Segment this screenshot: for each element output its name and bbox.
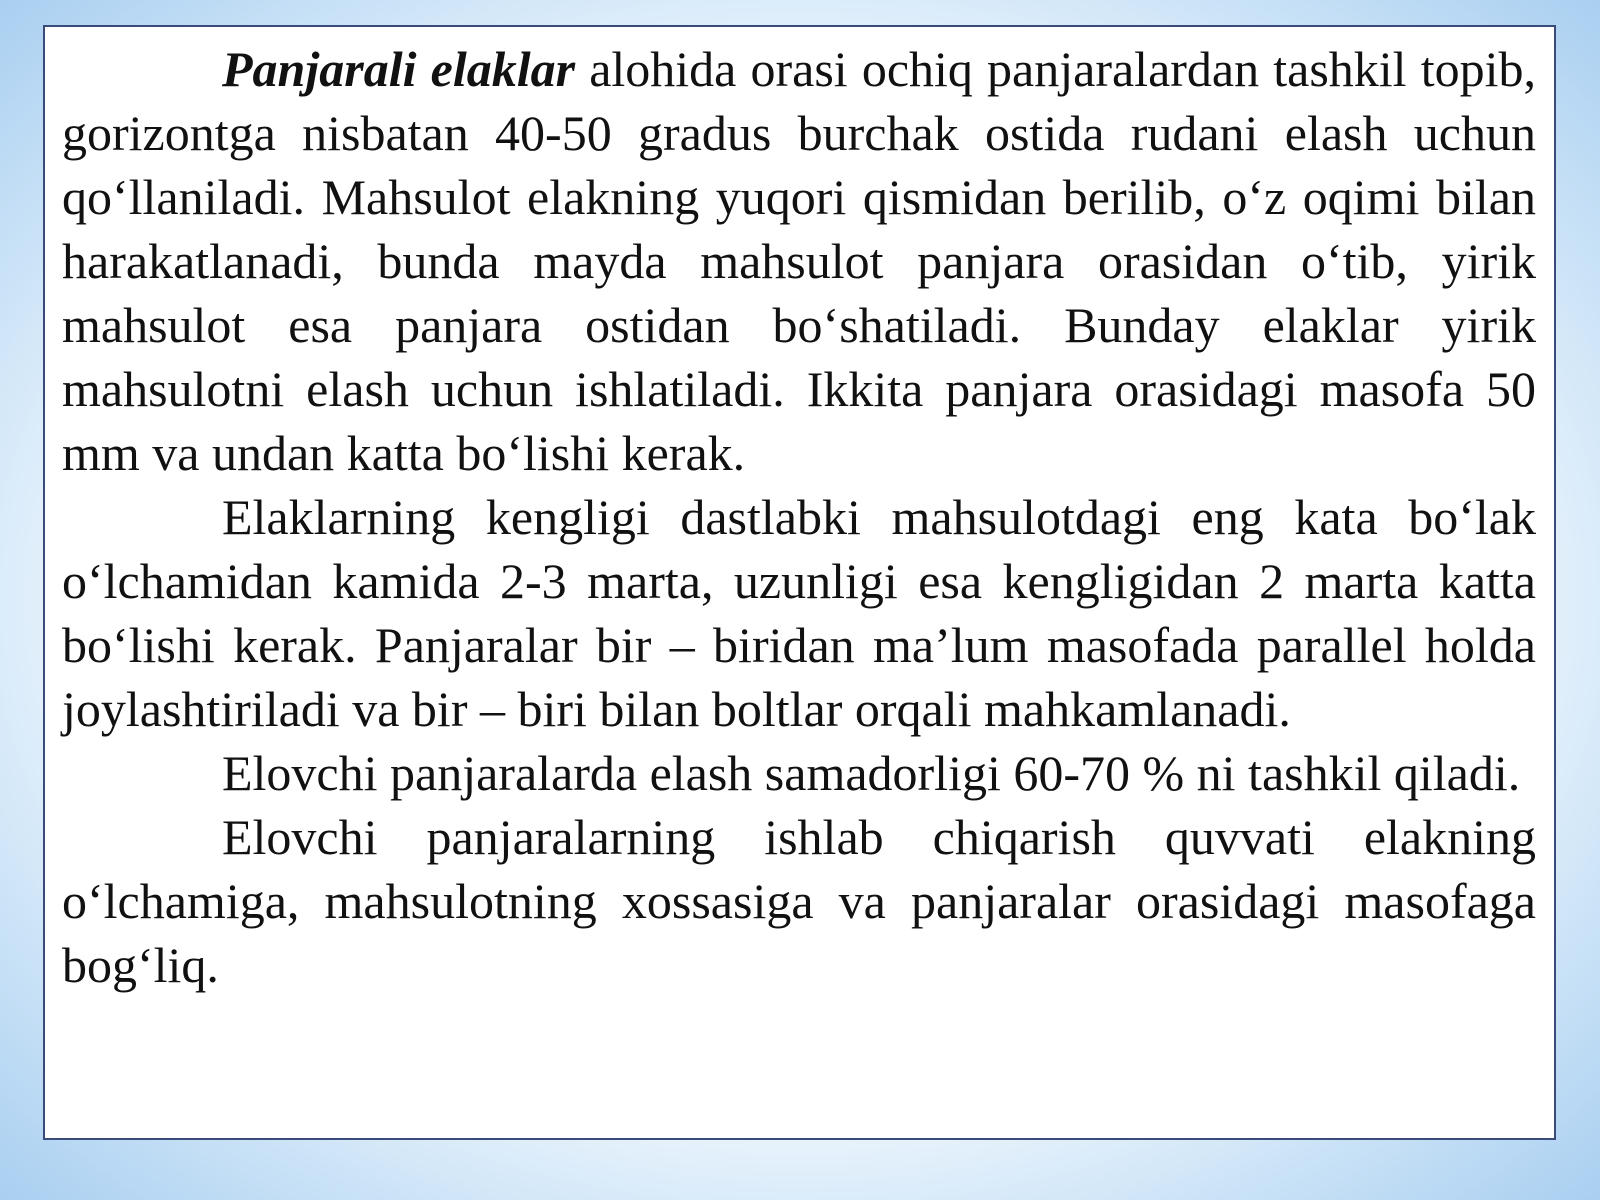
term-panjarali-elaklar: Panjarali elaklar: [222, 41, 576, 97]
text-frame: [43, 25, 1556, 1140]
paragraph-1: [62, 37, 1536, 485]
paragraph-2: Elaklarning kengligi dastlabki mahsulotdagi eng kata bo‘lak o‘lchamidan kamida 2-3 marta, uzunligi esa kengligidan 2 marta katta bo‘lishi kerak. Panjaralar bir – biridan ma’lum masofada parallel holda joylashtiriladi va bir – biri bilan boltlar orqali mahkamlanadi.: [62, 489, 1536, 737]
paragraph-1-text: alohida orasi ochiq panjaralardan tashkil topib, gorizontga nisbatan 40-50 gradus burchak ostida rudani elash uchun qo‘llaniladi. Mahsulot elakning yuqori qismidan berilib, o‘z oqimi bilan harakatlanadi, bunda mayda mahsulot panjara orasidan o‘tib, yirik mahsulot esa panjara ostidan bo‘shatiladi. Bunday elaklar yirik mahsulotni elash uchun ishlatiladi. Ikkita panjara orasidagi masofa 50 mm va undan katta bo‘lishi kerak.: [62, 41, 1536, 481]
paragraph-4: Elovchi panjaralarning ishlab chiqarish quvvati elakning o‘lchamiga, mahsulotning xossasiga va panjaralar orasidagi masofaga bog‘liq.: [62, 809, 1536, 993]
paragraph-3: Elovchi panjaralarda elash samadorligi 60-70 % ni tashkil qiladi.: [222, 745, 1521, 801]
